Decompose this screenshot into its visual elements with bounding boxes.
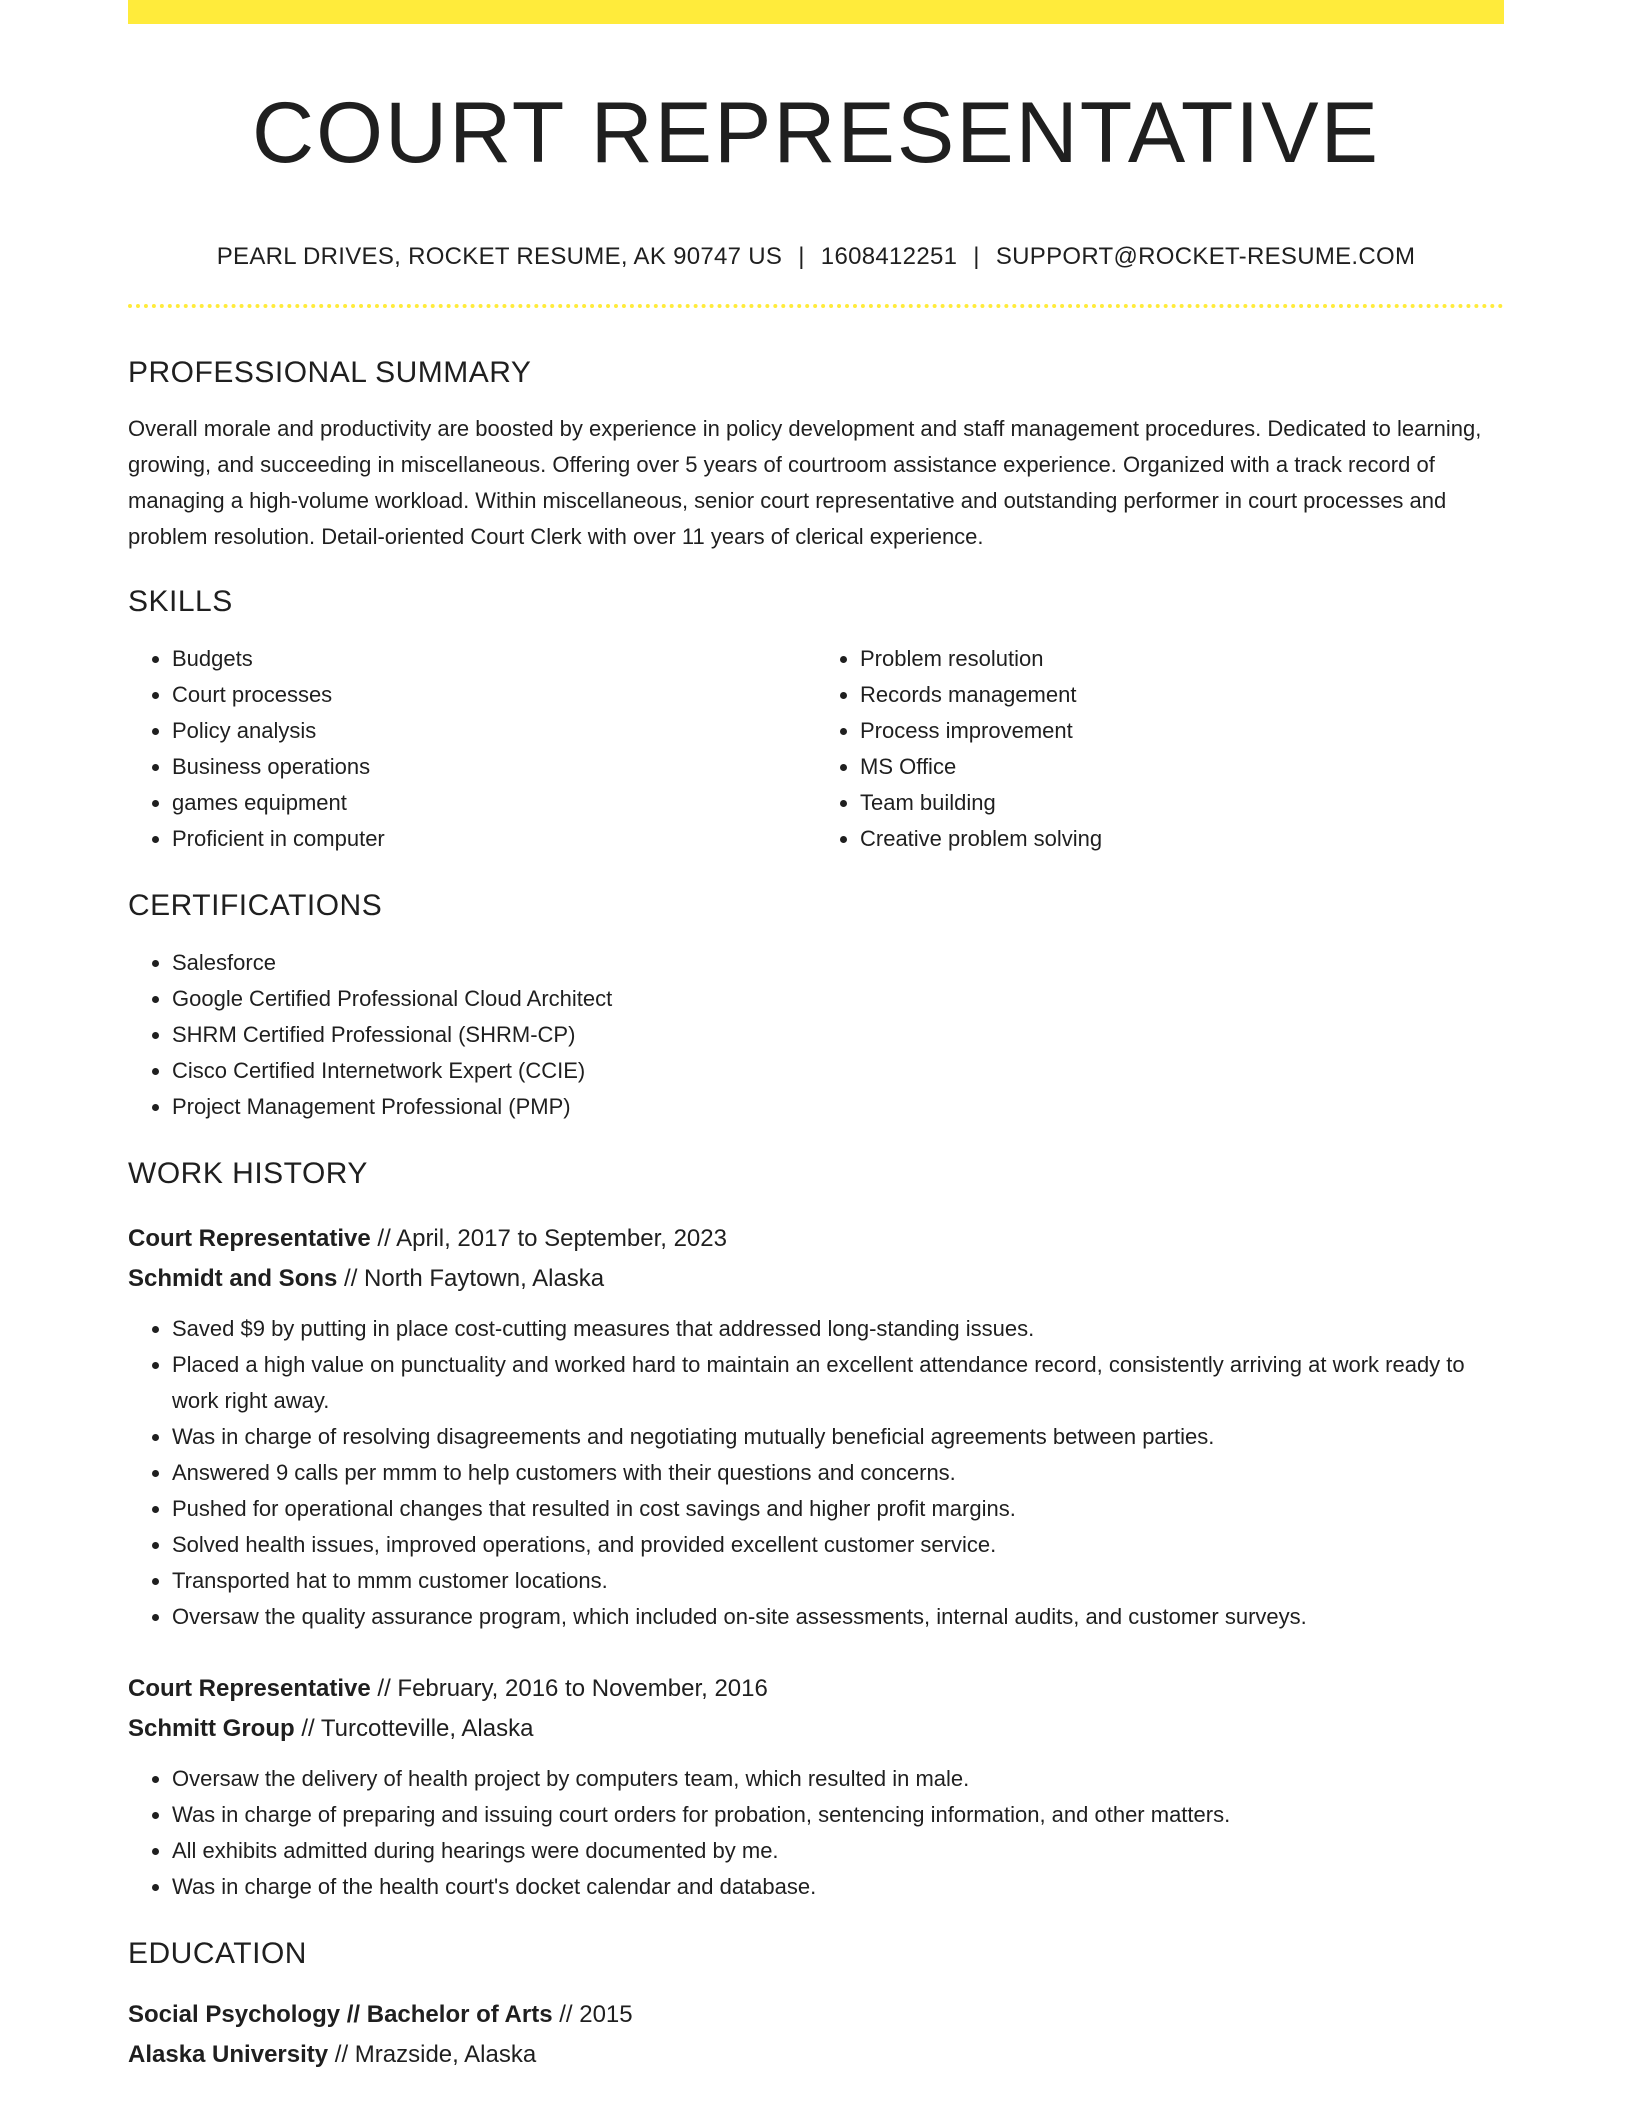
dotted-divider (128, 304, 1504, 308)
certification-item: • Salesforce (172, 945, 1504, 981)
skill-item: • Court processes (172, 677, 816, 713)
job-bullet: • Transported hat to mmm customer locations. (172, 1563, 1504, 1599)
job-bullet: • Solved health issues, improved operations, and provided excellent customer service. (172, 1527, 1504, 1563)
job-company: Schmidt and Sons (128, 1265, 338, 1293)
skill-item: • Budgets (172, 641, 816, 677)
work-history-heading: WORK HISTORY (128, 1157, 368, 1191)
job-bullet: • Was in charge of preparing and issuing court orders for probation, sentencing information, and other matters. (172, 1797, 1504, 1833)
job-title-line (128, 1669, 1504, 1709)
job-bullet: • All exhibits admitted during hearings were documented by me. (172, 1833, 1504, 1869)
skill-item: • Process improvement (860, 713, 1504, 749)
skill-item: • Business operations (172, 749, 816, 785)
skills-heading: SKILLS (128, 585, 233, 619)
skills-grid (128, 641, 1504, 857)
job-bullet: • Oversaw the delivery of health project by computers team, which resulted in male. (172, 1761, 1504, 1797)
job-role: Court Representative (128, 1675, 371, 1703)
skill-item: • Policy analysis (172, 713, 816, 749)
job-dates: // April, 2017 to September, 2023 (370, 1225, 727, 1253)
skills-right-list (816, 641, 1504, 857)
job-role: Court Representative (128, 1225, 371, 1253)
job-company-line (128, 1259, 1504, 1299)
job-bullets (128, 1311, 1504, 1635)
skills-left-list (128, 641, 816, 857)
education-heading: EDUCATION (128, 1937, 307, 1971)
contact-line (128, 243, 1504, 271)
education-degree: Social Psychology // Bachelor of Arts (128, 2001, 553, 2029)
job-company: Schmitt Group (128, 1715, 295, 1743)
certification-item: • Cisco Certified Internetwork Expert (CCIE) (172, 1053, 1504, 1089)
certification-item: • Project Management Professional (PMP) (172, 1089, 1504, 1125)
skill-item: • Team building (860, 785, 1504, 821)
job-bullet: • Oversaw the quality assurance program, which included on-site assessments, internal audits, and customer surveys. (172, 1599, 1504, 1635)
education-school: Alaska University (128, 2041, 329, 2069)
skill-item: • Proficient in computer (172, 821, 816, 857)
education-entry (128, 1995, 1504, 2075)
job-location: // Turcotteville, Alaska (294, 1715, 534, 1743)
job-bullet: • Was in charge of resolving disagreements and negotiating mutually beneficial agreements between parties. (172, 1419, 1504, 1455)
job-bullets (128, 1761, 1504, 1905)
top-accent-bar (128, 0, 1504, 24)
skill-item: • Creative problem solving (860, 821, 1504, 857)
job-entry (128, 1669, 1504, 1905)
job-bullet: • Placed a high value on punctuality and worked hard to maintain an excellent attendance record, consistently arriving at work ready to work right away. (172, 1347, 1504, 1419)
certifications-list (128, 945, 1504, 1125)
education-year: // 2015 (552, 2001, 633, 2029)
contact-separator: | (973, 243, 980, 271)
certification-item: • SHRM Certified Professional (SHRM-CP) (172, 1017, 1504, 1053)
resume-page (128, 0, 1504, 2075)
job-bullet: • Answered 9 calls per mmm to help customers with their questions and concerns. (172, 1455, 1504, 1491)
resume-name: COURT REPRESENTATIVE (252, 85, 1380, 181)
skill-item: • games equipment (172, 785, 816, 821)
skill-item: • Records management (860, 677, 1504, 713)
job-location: // North Faytown, Alaska (337, 1265, 605, 1293)
certifications-heading: CERTIFICATIONS (128, 889, 383, 923)
contact-separator: | (798, 243, 805, 271)
certification-item: • Google Certified Professional Cloud Architect (172, 981, 1504, 1017)
education-school-line (128, 2035, 1504, 2075)
contact-address: PEARL DRIVES, ROCKET RESUME, AK 90747 US (216, 243, 783, 271)
job-bullet: • Saved $9 by putting in place cost-cutting measures that addressed long-standing issues. (172, 1311, 1504, 1347)
summary-text: Overall morale and productivity are boosted by experience in policy development and staff management procedures. Dedicated to learning, growing, and succeeding in miscellaneous. Offering over 5 years of courtroom assistance experience. Organized with a track record of managing a high-volume workload. Within miscellaneous, senior court representative and outstanding performer in court processes and problem resolution. Detail-oriented Court Clerk with over 11 years of clerical experience. (128, 416, 1482, 550)
contact-phone: 1608412251 (820, 243, 958, 271)
job-dates: // February, 2016 to November, 2016 (370, 1675, 768, 1703)
summary-heading: PROFESSIONAL SUMMARY (128, 356, 532, 390)
skill-item: • MS Office (860, 749, 1504, 785)
job-bullet: • Pushed for operational changes that resulted in cost savings and higher profit margins. (172, 1491, 1504, 1527)
job-company-line (128, 1709, 1504, 1749)
contact-email: SUPPORT@ROCKET-RESUME.COM (995, 243, 1416, 271)
education-location: // Mrazside, Alaska (328, 2041, 537, 2069)
job-bullet: • Was in charge of the health court's docket calendar and database. (172, 1869, 1504, 1905)
job-title-line (128, 1219, 1504, 1259)
job-entry (128, 1219, 1504, 1635)
skill-item: • Problem resolution (860, 641, 1504, 677)
education-degree-line (128, 1995, 1504, 2035)
